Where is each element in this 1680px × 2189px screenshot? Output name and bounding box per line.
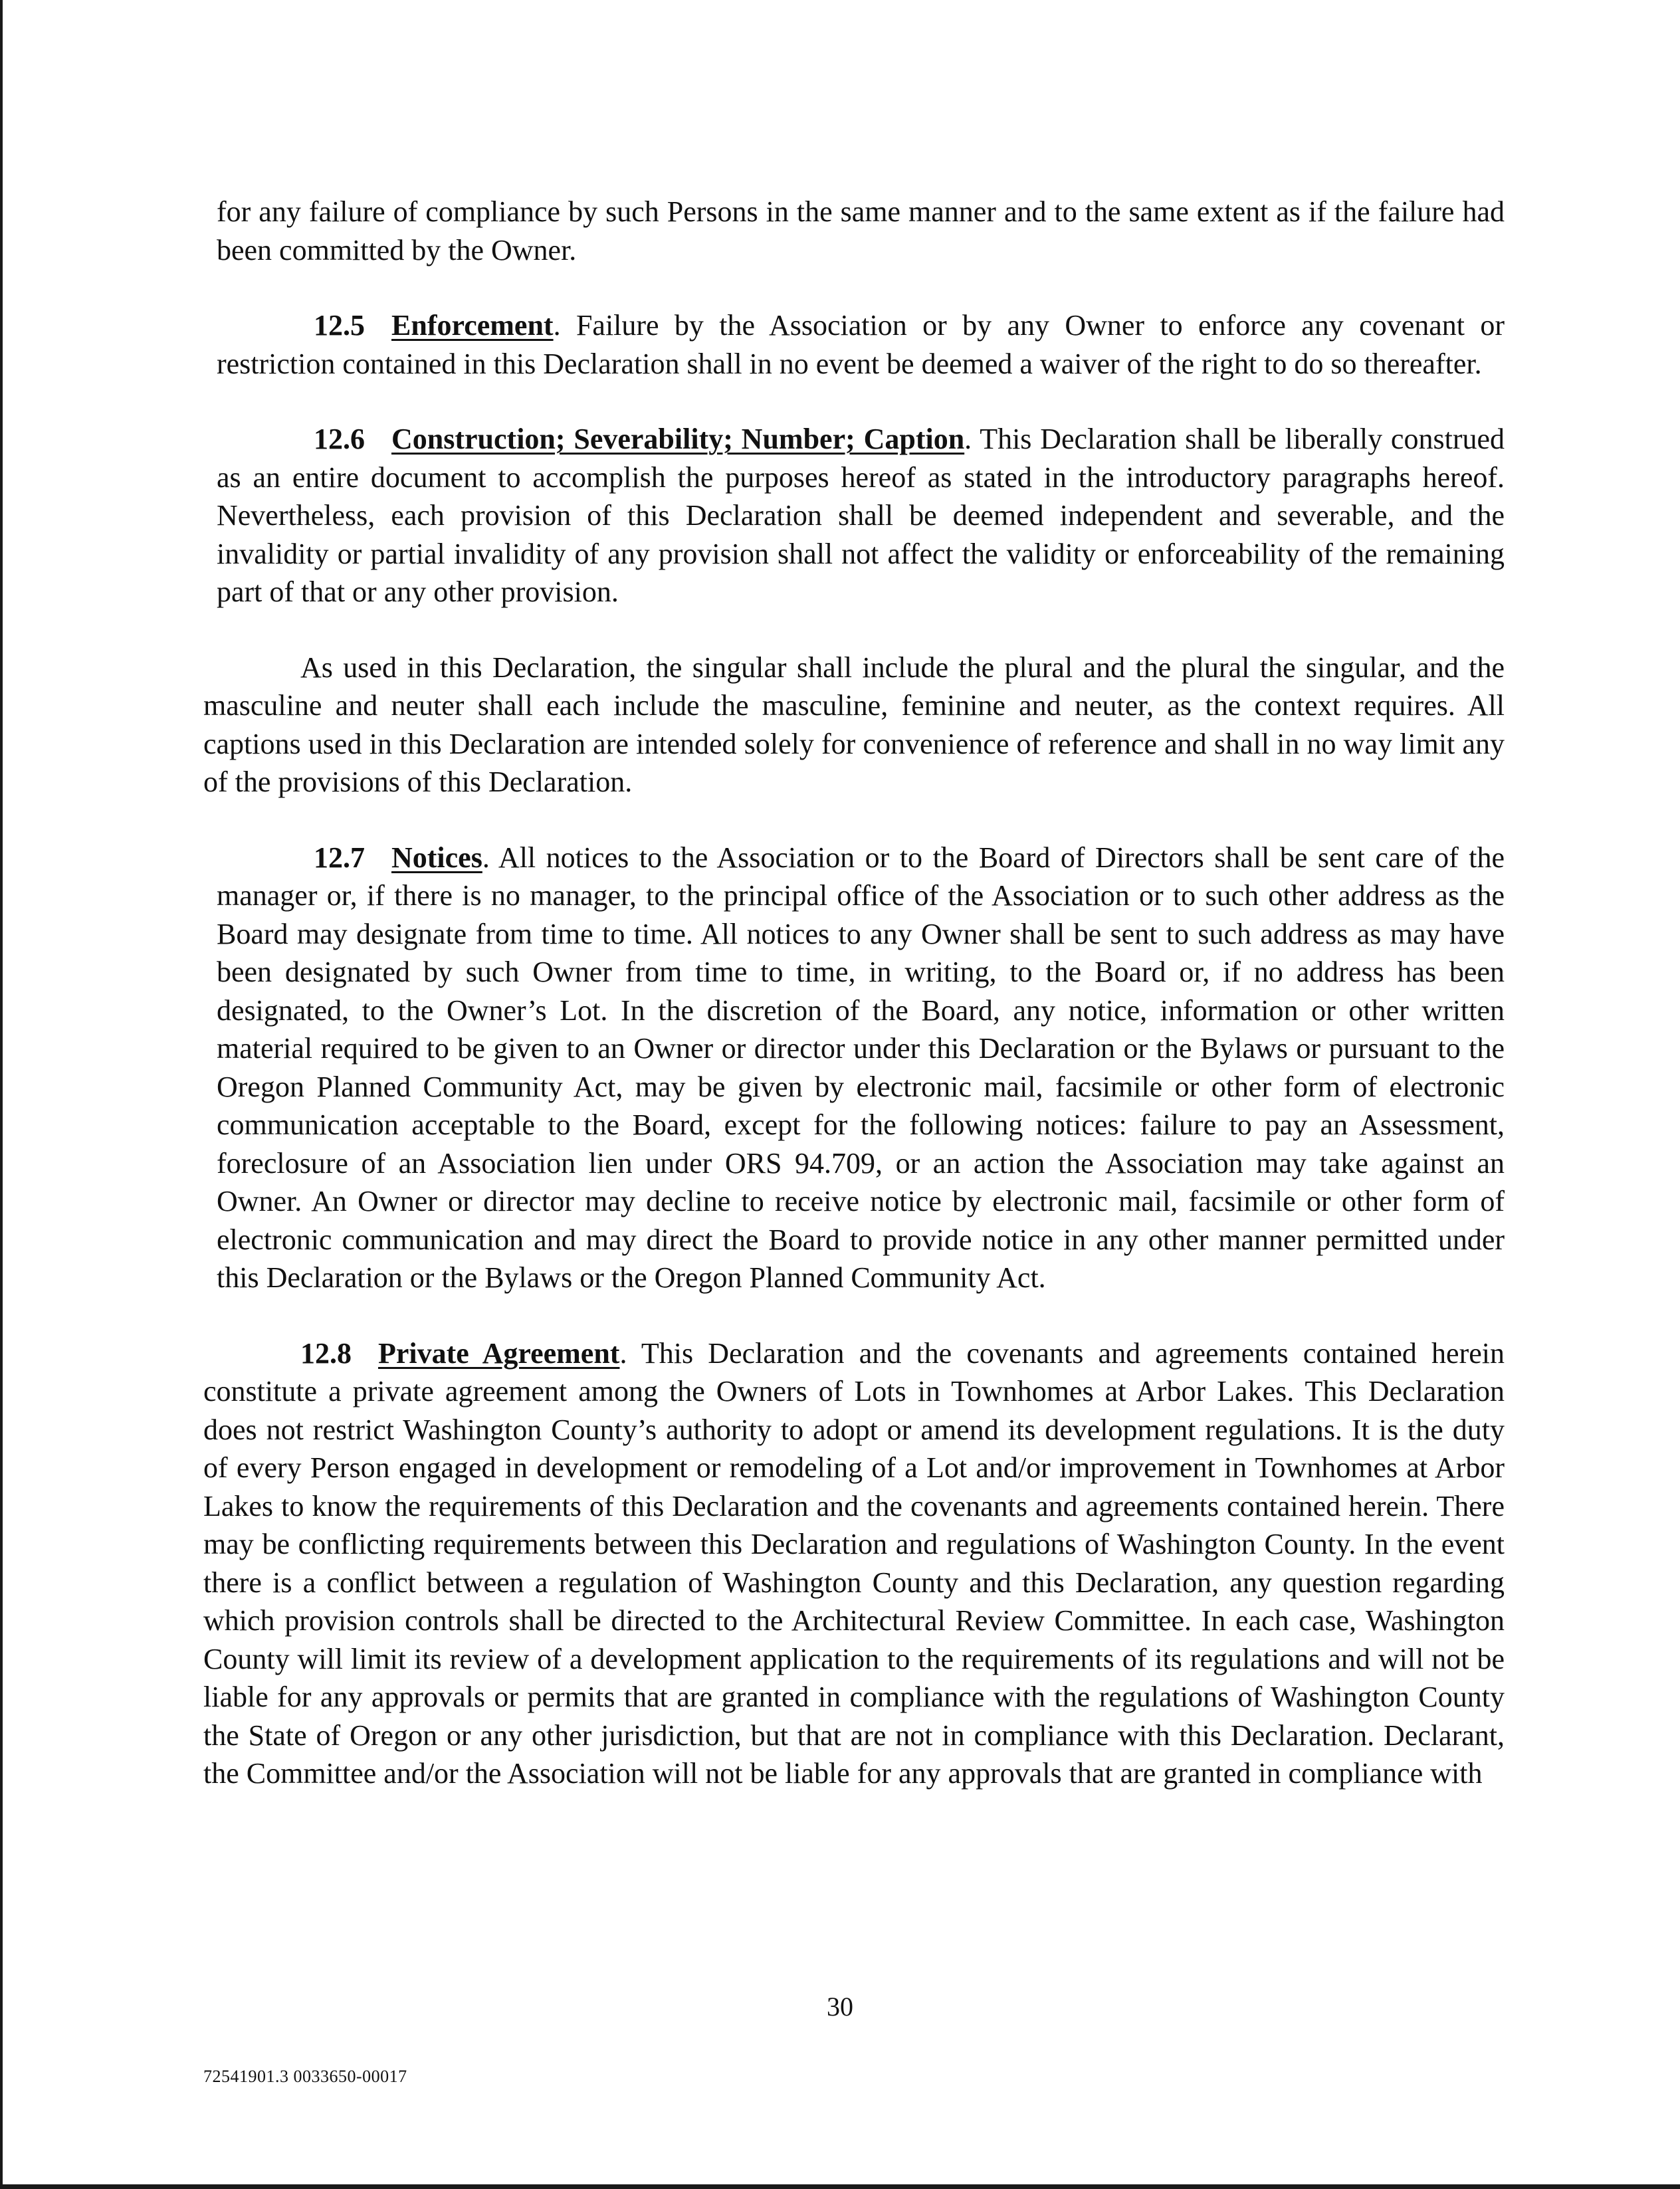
section-title-suffix: .	[482, 841, 490, 874]
page-number: 30	[827, 1992, 853, 2022]
section-title-suffix: .	[553, 309, 561, 342]
section-12-6	[217, 420, 1505, 611]
section-title-suffix: .	[619, 1336, 627, 1370]
section-title: Private Agreement	[378, 1336, 620, 1370]
section-text: All notices to the Association or to the Board of Directors shall be sent care of the manager or, if there is no manager, to the principal office of the Association or to such other address as the Board may designate from time to time. All notices to any Owner shall be sent to such address as may have been designated by such Owner from time to time, in writing, to the Board or, if no address has been designated, to the Owner’s Lot. In the discretion of the Board, any notice, information or other written material required to be given to an Owner or director under this Declaration or the Bylaws or pursuant to the Oregon Planned Community Act, may be given by electronic mail, facsimile or other form of electronic communication acceptable to the Board, except for the following notices: failure to pay an Assessment, foreclosure of an Association lien under ORS 94.709, or an action the Association may take against an Owner. An Owner or director may decline to receive notice by electronic mail, facsimile or other form of electronic communication and may direct the Board to provide notice in any other manner permitted under this Declaration or the Bylaws or the Oregon Planned Community Act.	[217, 841, 1505, 1294]
section-text: Failure by the Association or by any Owner to enforce any covenant or restriction contained in this Declaration shall in no event be deemed a waiver of the right to do so thereafter.	[217, 309, 1505, 380]
continuation-paragraph: for any failure of compliance by such Persons in the same manner and to the same extent as if the failure had been committed by the Owner.	[217, 195, 1505, 266]
scan-left-edge	[0, 0, 3, 2189]
section-number: 12.7	[314, 841, 365, 874]
section-12-8	[203, 1334, 1505, 1793]
section-number: 12.6	[314, 423, 365, 455]
interpretation-paragraph: As used in this Declaration, the singular shall include the plural and the plural the singular, and the masculine and neuter shall each include the masculine, feminine and neuter, as the context requires. All captions used in this Declaration are intended solely for convenience of reference and shall in no way limit any of the provisions of this Declaration.	[203, 651, 1505, 798]
scan-bottom-edge	[0, 2184, 1680, 2189]
section-text: This Declaration and the covenants and agreements contained herein constitute a private agreement among the Owners of Lots in Townhomes at Arbor Lakes. This Declaration does not restrict Washington County’s authority to adopt or amend its development regulations. It is the duty of every Person engaged in development or remodeling of a Lot and/or improvement in Townhomes at Arbor Lakes to know the requirements of this Declaration and the covenants and agreements contained herein. There may be conflicting requirements between this Declaration and regulations of Washington County. In the event there is a conflict between a regulation of Washington County and this Declaration, any question regarding which provision controls shall be directed to the Architectural Review Committee. In each case, Washington County will limit its review of a development application to the requirements of its regulations and will not be liable for any approvals or permits that are granted in compliance with the regulations of Washington County the State of Oregon or any other jurisdiction, but that are not in compliance with this Declaration. Declarant, the Committee and/or the Association will not be liable for any approvals that are granted in compliance with	[203, 1336, 1505, 1790]
section-title: Construction; Severability; Number; Caption	[391, 423, 965, 455]
section-number: 12.8	[300, 1336, 352, 1370]
section-12-7	[217, 839, 1505, 1297]
page-body	[203, 193, 1505, 1830]
section-12-5	[217, 306, 1505, 383]
section-title: Enforcement	[391, 309, 554, 342]
section-title-suffix: .	[964, 423, 972, 455]
document-id: 72541901.3 0033650-00017	[203, 2067, 407, 2086]
section-number: 12.5	[314, 309, 365, 342]
section-text: This Declaration shall be liberally construed as an entire document to accomplish the purposes hereof as stated in the introductory paragraphs hereof. Nevertheless, each provision of this Declaration shall be deemed independent and severable, and the invalidity or partial invalidity of any provision shall not affect the validity or enforceability of the remaining part of that or any other provision.	[217, 423, 1505, 608]
section-title: Notices	[391, 841, 482, 874]
